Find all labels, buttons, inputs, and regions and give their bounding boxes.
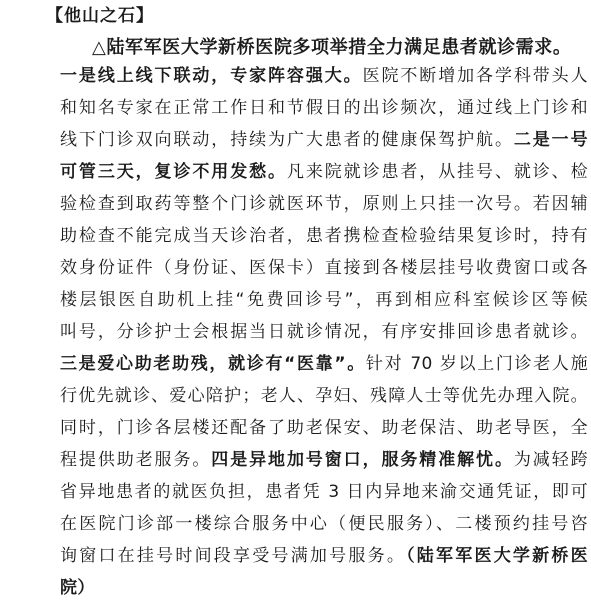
bold-text-segment: 三是爱心助老助残，就诊有“医靠”。 bbox=[60, 354, 366, 374]
bold-text-segment: 院） bbox=[60, 578, 95, 598]
text-segment: 助检查不能完成当天诊治者，患者携检查检验结果复诊时，持有 bbox=[60, 226, 588, 246]
text-segment: 同时，门诊各层楼还配备了助老保安、助老保洁、助老导医，全 bbox=[60, 418, 588, 438]
text-segment: 医院不断增加各学科带头人 bbox=[362, 66, 588, 86]
bold-text-segment: （陆军军医大学新桥医 bbox=[406, 546, 589, 566]
paragraph-line bbox=[60, 252, 588, 284]
paragraph-line bbox=[60, 188, 588, 220]
news-headline: △陆军军医大学新桥医院多项举措全力满足患者就诊需求。 bbox=[92, 37, 572, 58]
text-segment: 楼层银医自助机上挂“免费回诊号”，再到相应科室候诊区等候 bbox=[60, 290, 588, 310]
text-segment: 程提供助老服务。 bbox=[60, 450, 212, 470]
paragraph-line bbox=[60, 540, 588, 572]
article-body bbox=[60, 60, 588, 604]
bold-text-segment: 可管三天，复诊不用发愁。 bbox=[60, 162, 287, 182]
text-segment: 询窗口在挂号时间段享受号满加号服务。 bbox=[60, 546, 407, 566]
paragraph-line bbox=[60, 284, 588, 316]
text-segment: 线下门诊双向联动，持续为广大患者的健康保驾护航。 bbox=[60, 130, 514, 150]
paragraph-line bbox=[60, 60, 588, 92]
text-segment: 验检查到取药等整个门诊就医环节，原则上只挂一次号。若因辅 bbox=[60, 194, 588, 214]
paragraph-line bbox=[60, 508, 588, 540]
paragraph-line bbox=[60, 380, 588, 412]
text-segment: 行优先就诊、爱心陪护；老人、孕妇、残障人士等优先办理入院。 bbox=[60, 386, 588, 406]
text-segment: 针对 70 岁以上门诊老人施 bbox=[365, 354, 588, 374]
text-segment: 叫号，分诊护士会根据当日就诊情况，有序安排回诊患者就诊。 bbox=[60, 322, 588, 342]
paragraph-line bbox=[60, 572, 588, 604]
text-segment: 和知名专家在正常工作日和节假日的出诊频次，通过线上门诊和 bbox=[60, 98, 588, 118]
text-segment: 为减轻跨 bbox=[513, 450, 589, 470]
paragraph-line bbox=[60, 444, 588, 476]
bold-text-segment: 一是线上线下联动，专家阵容强大。 bbox=[60, 66, 363, 86]
paragraph-line bbox=[60, 220, 588, 252]
paragraph-line bbox=[60, 316, 588, 348]
text-segment: 在医院门诊部一楼综合服务中心（便民服务）、二楼预约挂号咨 bbox=[60, 514, 588, 534]
bold-text-segment: 四是异地加号窗口，服务精准解忧。 bbox=[211, 450, 514, 470]
paragraph-line bbox=[60, 156, 588, 188]
text-segment: 凡来院就诊患者，从挂号、就诊、检 bbox=[286, 162, 588, 182]
paragraph-line bbox=[60, 124, 588, 156]
bold-text-segment: 二是一号 bbox=[513, 130, 588, 150]
section-tag: 【他山之石】 bbox=[46, 6, 154, 26]
text-segment: 省异地患者的就医负担，患者凭 3 日内异地来渝交通凭证，即可 bbox=[60, 482, 588, 502]
paragraph-line bbox=[60, 476, 588, 508]
paragraph-line bbox=[60, 92, 588, 124]
text-segment: 效身份证件（身份证、医保卡）直接到各楼层挂号收费窗口或各 bbox=[60, 258, 588, 278]
paragraph-line bbox=[60, 348, 588, 380]
paragraph-line bbox=[60, 412, 588, 444]
